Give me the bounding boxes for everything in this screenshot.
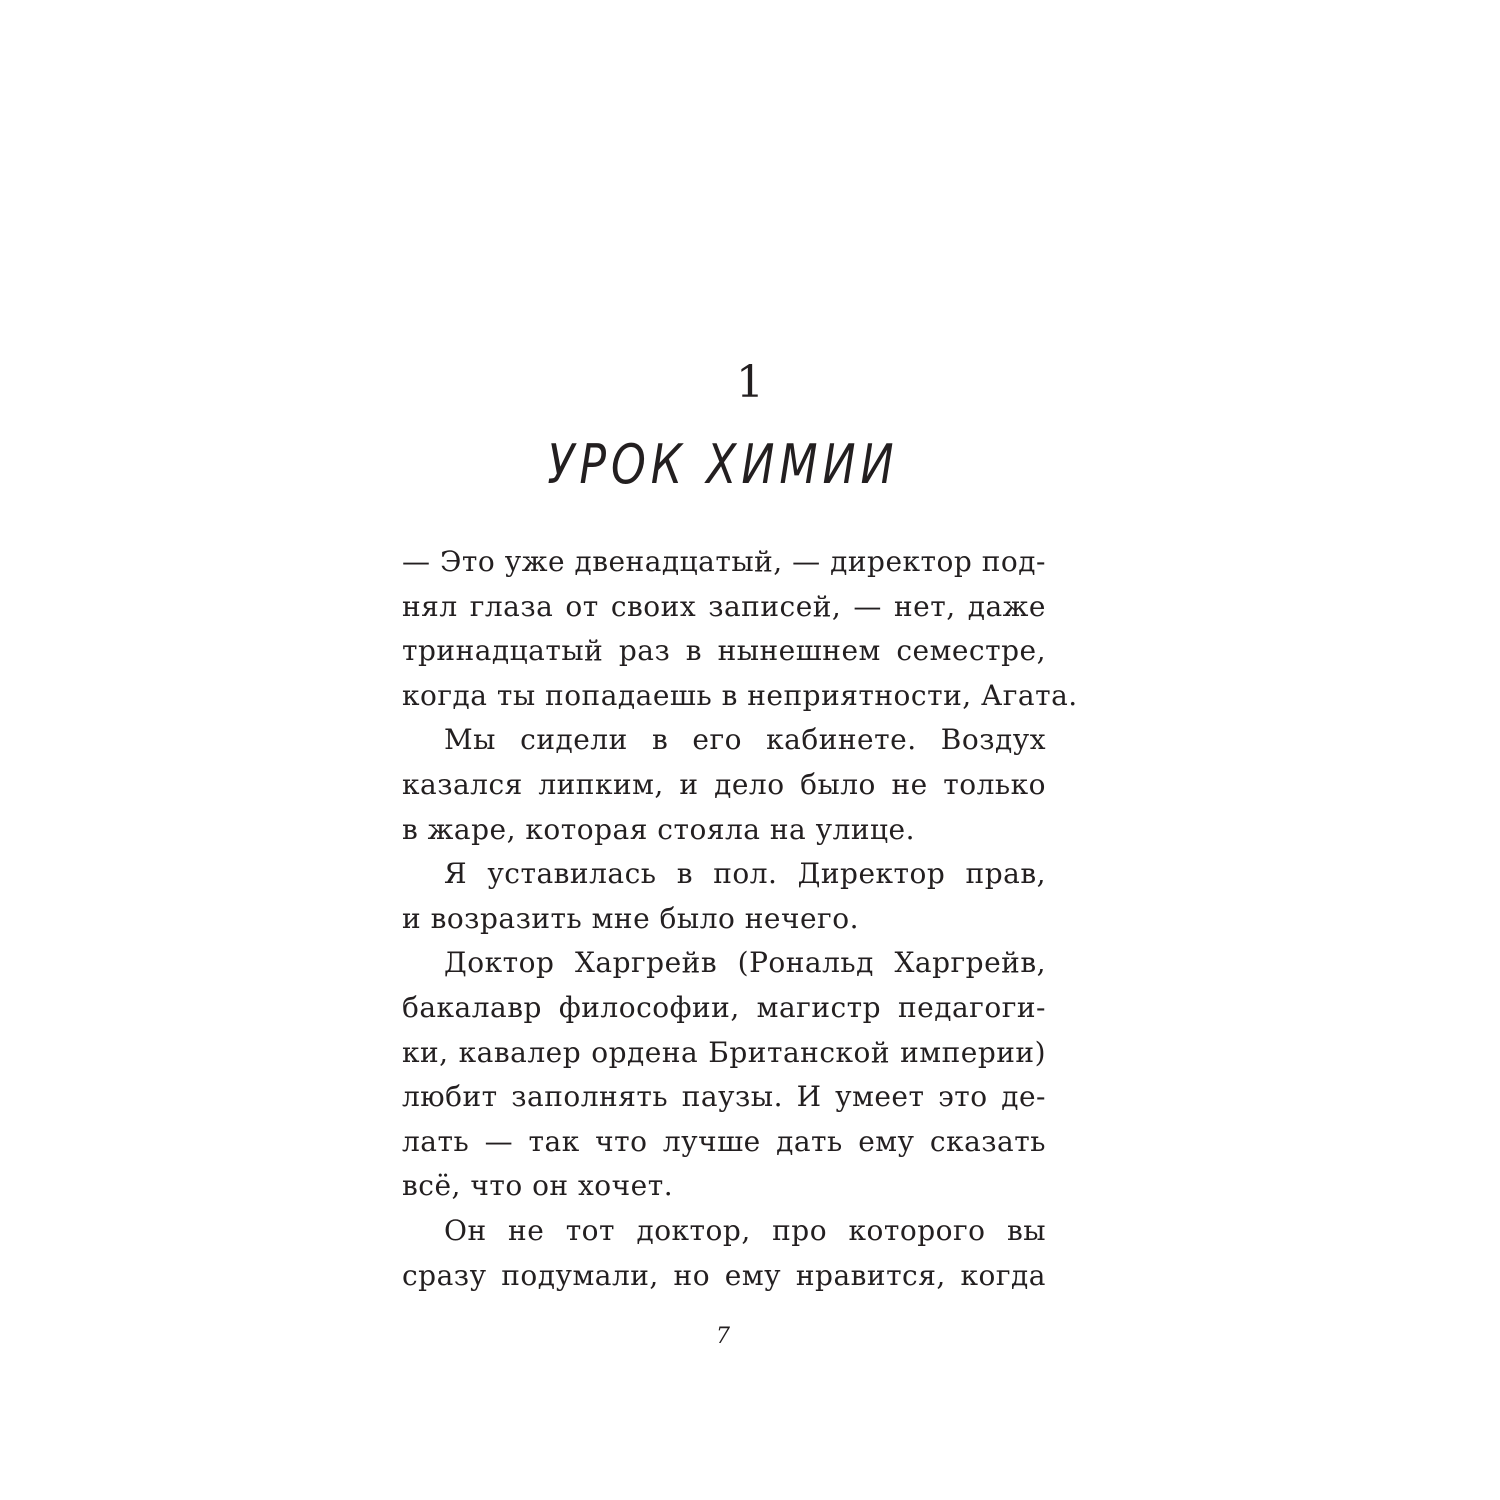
text-line: всё, что он хочет. xyxy=(402,1169,674,1203)
chapter-body xyxy=(402,540,1078,1298)
chapter-title: УРОК ХИМИИ xyxy=(547,433,899,496)
text-line: Он не тот доктор, про которого вы xyxy=(444,1213,1046,1247)
text-line: и возразить мне было нечего. xyxy=(402,901,859,935)
text-line: сразу подумали, но ему нравится, когда xyxy=(402,1258,1046,1292)
text-line: бакалавр философии, магистр педагоги- xyxy=(402,990,1046,1024)
text-line: когда ты попадаешь в неприятности, Агата. xyxy=(402,678,1078,712)
text-line: лать — так что лучше дать ему сказать xyxy=(402,1124,1046,1158)
paragraph xyxy=(402,540,1078,718)
text-line: Мы сидели в его кабинете. Воздух xyxy=(444,723,1046,757)
chapter-number: 1 xyxy=(736,357,764,408)
paragraph xyxy=(402,1209,1046,1298)
text-line: ки, кавалер ордена Британской империи) xyxy=(402,1035,1046,1069)
text-line: казался липким, и дело было не только xyxy=(402,767,1046,801)
paragraph xyxy=(402,718,1046,852)
text-line: нял глаза от своих записей, — нет, даже xyxy=(402,589,1046,623)
text-line: Я уставилась в пол. Директор прав, xyxy=(444,857,1046,891)
page-number: 7 xyxy=(716,1324,730,1349)
text-line: в жаре, которая стояла на улице. xyxy=(402,812,916,846)
paragraph xyxy=(402,941,1046,1209)
text-line: тринадцатый раз в нынешнем семестре, xyxy=(402,634,1046,668)
text-line: Доктор Харгрейв (Рональд Харгрейв, xyxy=(444,946,1046,980)
paragraph xyxy=(402,852,1046,941)
text-line: — Это уже двенадцатый, — директор под- xyxy=(402,545,1046,578)
text-line: любит заполнять паузы. И умеет это де- xyxy=(402,1080,1046,1114)
